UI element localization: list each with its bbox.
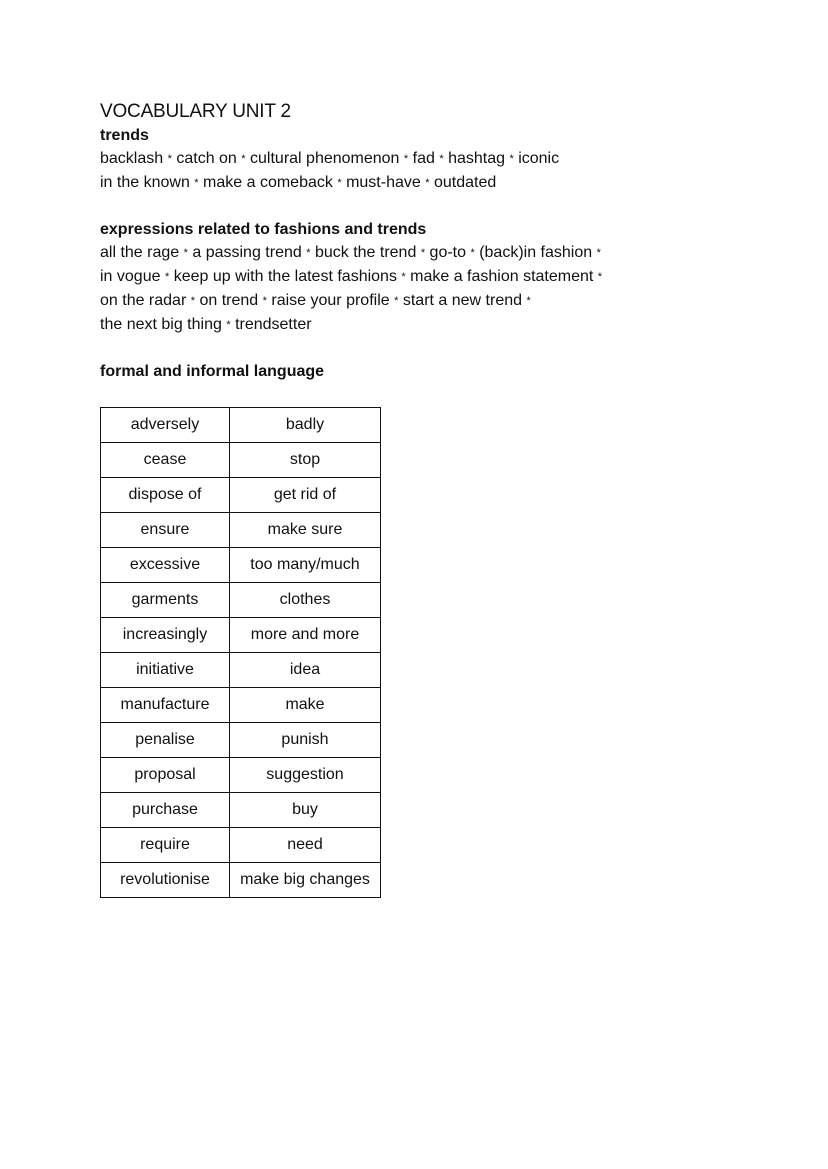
vocab-term: trendsetter <box>235 316 312 333</box>
vocab-term: all the rage <box>100 244 180 261</box>
trends-word-list <box>100 147 740 195</box>
star-separator-icon: * <box>425 177 430 189</box>
table-row <box>101 723 381 758</box>
informal-word-cell: suggestion <box>230 758 381 793</box>
vocab-term: make a fashion statement <box>410 268 594 285</box>
star-separator-icon: * <box>306 247 311 259</box>
table-row <box>101 548 381 583</box>
informal-word-cell: make big changes <box>230 863 381 898</box>
informal-word-cell: get rid of <box>230 478 381 513</box>
table-row <box>101 443 381 478</box>
formal-word-cell: increasingly <box>101 618 230 653</box>
vocab-term: go-to <box>429 244 467 261</box>
section-spacer <box>100 337 740 360</box>
formal-word-cell: proposal <box>101 758 230 793</box>
vocab-term: cultural phenomenon <box>250 150 400 167</box>
star-separator-icon: * <box>439 153 444 165</box>
informal-word-cell: make <box>230 688 381 723</box>
informal-word-cell: too many/much <box>230 548 381 583</box>
word-line <box>100 313 740 337</box>
star-separator-icon: * <box>226 319 231 331</box>
formal-word-cell: dispose of <box>101 478 230 513</box>
formal-word-cell: excessive <box>101 548 230 583</box>
star-separator-icon: * <box>509 153 514 165</box>
vocab-term: keep up with the latest fashions <box>173 268 397 285</box>
star-separator-icon: * <box>597 271 603 283</box>
table-row <box>101 688 381 723</box>
star-separator-icon: * <box>470 247 475 259</box>
expressions-section <box>100 218 740 337</box>
vocab-term: iconic <box>518 150 560 167</box>
word-line <box>100 289 740 313</box>
table-row <box>101 408 381 443</box>
vocab-term: must-have <box>346 174 421 191</box>
star-separator-icon: * <box>401 271 406 283</box>
vocab-term: hashtag <box>448 150 506 167</box>
vocab-term: outdated <box>433 174 497 191</box>
star-separator-icon: * <box>394 295 399 307</box>
star-separator-icon: * <box>596 247 601 259</box>
formal-word-cell: initiative <box>101 653 230 688</box>
star-separator-icon: * <box>420 247 426 259</box>
informal-word-cell: need <box>230 828 381 863</box>
formal-word-cell: require <box>101 828 230 863</box>
vocab-term: in vogue <box>100 268 161 285</box>
expressions-word-list <box>100 241 740 337</box>
table-row <box>101 793 381 828</box>
formal-word-cell: manufacture <box>101 688 230 723</box>
vocab-term: on trend <box>199 292 259 309</box>
star-separator-icon: * <box>337 177 342 189</box>
star-separator-icon: * <box>262 295 267 307</box>
vocab-term: on the radar <box>100 292 187 309</box>
table-row <box>101 513 381 548</box>
star-separator-icon: * <box>194 177 199 189</box>
document-page <box>100 100 740 898</box>
star-separator-icon: * <box>183 247 188 259</box>
star-separator-icon: * <box>190 295 196 307</box>
section-spacer <box>100 195 740 218</box>
page-title: VOCABULARY UNIT 2 <box>100 101 291 122</box>
informal-word-cell: clothes <box>230 583 381 618</box>
informal-word-cell: buy <box>230 793 381 828</box>
informal-word-cell: idea <box>230 653 381 688</box>
star-separator-icon: * <box>241 153 246 165</box>
formal-informal-section <box>100 360 740 898</box>
informal-word-cell: badly <box>230 408 381 443</box>
formal-word-cell: cease <box>101 443 230 478</box>
formal-informal-table <box>100 407 381 898</box>
word-line <box>100 265 740 289</box>
star-separator-icon: * <box>526 295 531 307</box>
formal-word-cell: garments <box>101 583 230 618</box>
table-row <box>101 828 381 863</box>
word-line <box>100 147 740 171</box>
table-row <box>101 758 381 793</box>
table-row <box>101 863 381 898</box>
table-row <box>101 583 381 618</box>
word-line <box>100 171 740 195</box>
vocab-term: (back)in fashion <box>479 244 593 261</box>
trends-heading: trends <box>100 127 149 144</box>
star-separator-icon: * <box>403 153 409 165</box>
table-row <box>101 478 381 513</box>
informal-word-cell: punish <box>230 723 381 758</box>
vocab-term: raise your profile <box>271 292 390 309</box>
vocab-term: the next big thing <box>100 316 222 333</box>
informal-word-cell: more and more <box>230 618 381 653</box>
trends-section <box>100 124 740 195</box>
formal-word-cell: revolutionise <box>101 863 230 898</box>
table-row <box>101 653 381 688</box>
word-line <box>100 241 740 265</box>
vocab-term: fad <box>412 150 435 167</box>
vocab-term: buck the trend <box>314 244 417 261</box>
formal-word-cell: penalise <box>101 723 230 758</box>
vocab-term: catch on <box>176 150 237 167</box>
formal-word-cell: purchase <box>101 793 230 828</box>
table-row <box>101 618 381 653</box>
formal-informal-heading: formal and informal language <box>100 363 325 380</box>
formal-word-cell: adversely <box>101 408 230 443</box>
star-separator-icon: * <box>164 271 170 283</box>
expressions-heading: expressions related to fashions and trends <box>100 221 427 238</box>
informal-word-cell: make sure <box>230 513 381 548</box>
vocab-term: make a comeback <box>203 174 333 191</box>
informal-word-cell: stop <box>230 443 381 478</box>
vocab-term: a passing trend <box>192 244 302 261</box>
star-separator-icon: * <box>167 153 172 165</box>
vocab-term: in the known <box>100 174 190 191</box>
formal-word-cell: ensure <box>101 513 230 548</box>
vocab-term: backlash <box>100 150 164 167</box>
vocab-term: start a new trend <box>402 292 523 309</box>
